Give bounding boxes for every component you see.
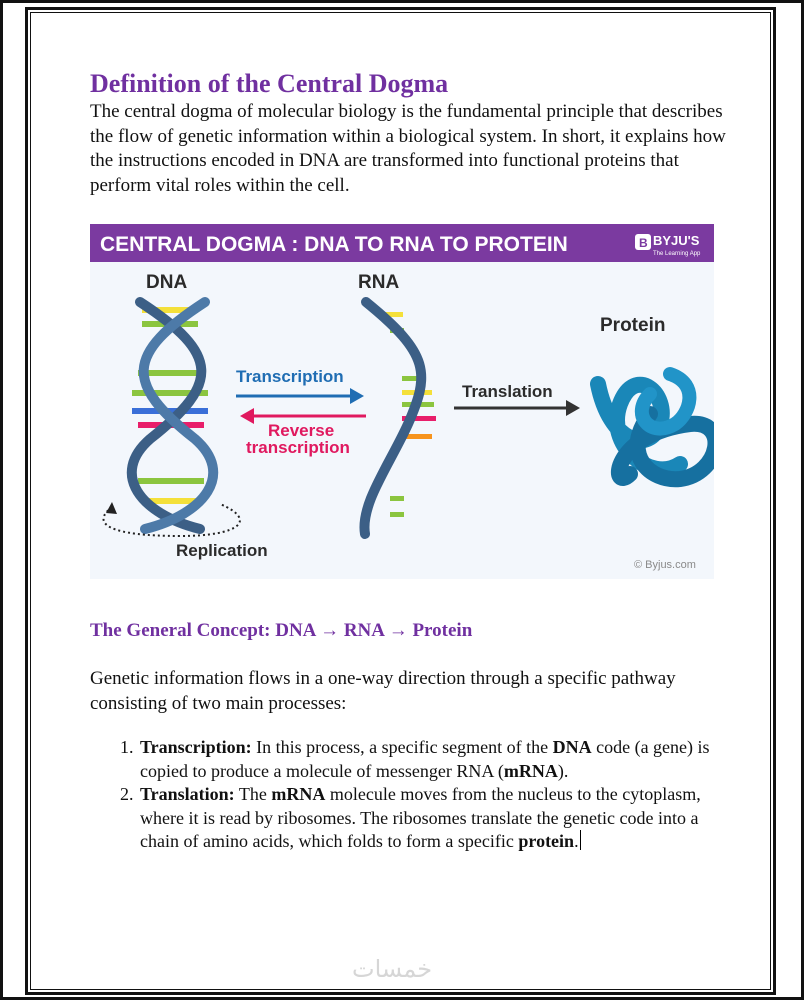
reverse-arrowhead xyxy=(240,408,254,424)
brand-logo-text: BYJU'S xyxy=(653,233,700,248)
list-item-translation xyxy=(138,783,730,854)
label-rna: RNA xyxy=(358,272,400,293)
label-reverse-2: transcription xyxy=(246,438,350,457)
translation-arrowhead xyxy=(566,400,580,416)
label-dna: DNA xyxy=(146,272,188,293)
transcription-bold-dna: DNA xyxy=(552,737,592,757)
text-cursor[interactable] xyxy=(580,830,581,850)
transcription-text-a: In this process, a specific segment of the xyxy=(251,737,553,757)
watermark: خمسات xyxy=(352,955,433,983)
lead-paragraph: Genetic information flows in a one-way direction through a specific pathway consisting of two main processes: xyxy=(90,668,676,714)
translation-text-a: The xyxy=(234,784,272,804)
transcription-text-b: code (a gene) is copied to produce a molecule of messenger RNA ( xyxy=(140,737,710,781)
central-dogma-illustration xyxy=(90,224,714,579)
label-transcription: Transcription xyxy=(236,367,344,386)
process-list xyxy=(90,736,730,854)
label-replication: Replication xyxy=(176,541,268,560)
section-heading: The General Concept: DNA → RNA → Protein xyxy=(90,620,473,641)
term-translation: Translation: xyxy=(140,784,235,804)
brand-logo-letter: B xyxy=(639,236,648,250)
figure-banner-text: CENTRAL DOGMA : DNA TO RNA TO PROTEIN xyxy=(100,233,568,256)
translation-bold-mrna: mRNA xyxy=(271,784,326,804)
figure-copyright: © Byjus.com xyxy=(634,559,696,571)
label-protein: Protein xyxy=(600,315,666,336)
document-body[interactable] xyxy=(90,68,730,854)
dna-base-pairs xyxy=(132,307,208,504)
label-reverse-1: Reverse xyxy=(268,421,335,440)
transcription-arrowhead xyxy=(350,388,364,404)
list-item-transcription xyxy=(138,736,730,783)
protein-structure xyxy=(598,374,714,479)
central-dogma-figure xyxy=(90,224,714,579)
brand-logo-subtext: The Learning App xyxy=(653,251,701,257)
translation-text-b: molecule moves from the nucleus to the cytoplasm, where it is read by ribosomes. The ribosomes translate the genetic code into a chain of amino acids, which folds to form a specific xyxy=(140,784,701,851)
intro-paragraph: The central dogma of molecular biology is the fundamental principle that describes the flow of genetic information within a biological system. In short, it explains how the instructions encoded in DNA are transformed into functional proteins that perform vital roles within the cell. xyxy=(90,101,726,196)
translation-text-c: . xyxy=(574,831,579,851)
transcription-bold-mrna: mRNA xyxy=(503,760,558,781)
label-translation: Translation xyxy=(462,382,553,401)
replication-arrowhead xyxy=(106,502,117,514)
document-title: Definition of the Central Dogma xyxy=(90,69,449,98)
transcription-text-c: ). xyxy=(557,760,569,781)
translation-bold-protein: protein xyxy=(518,831,575,851)
term-transcription: Transcription: xyxy=(140,737,252,757)
